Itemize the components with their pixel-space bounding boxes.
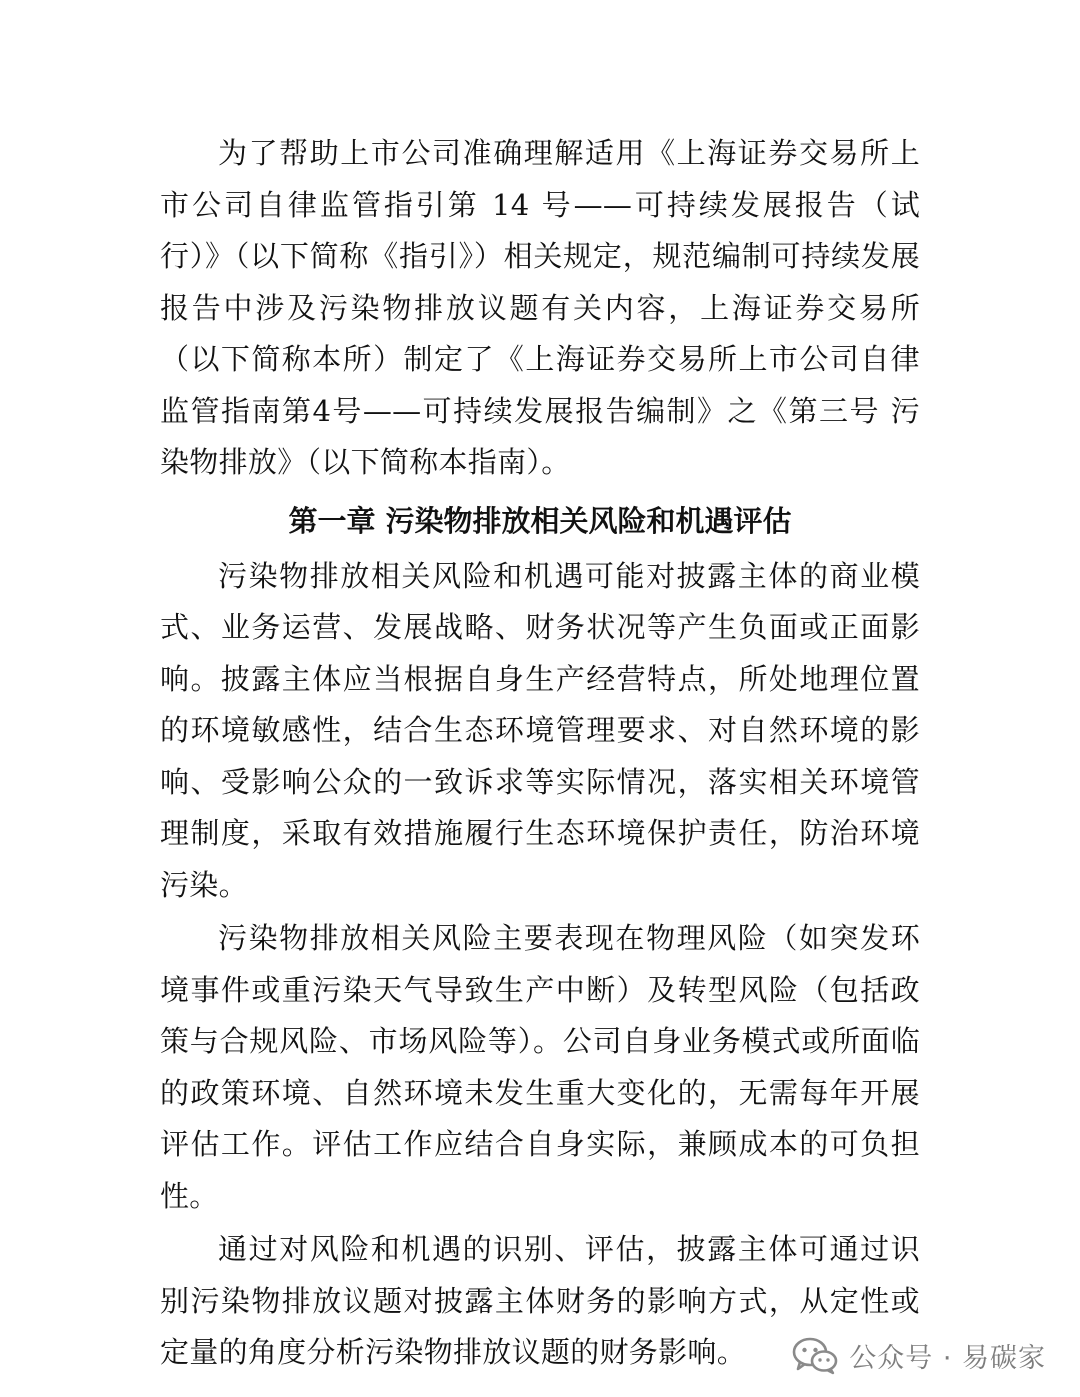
body-paragraph: 污染物排放相关风险主要表现在物理风险（如突发环境事件或重污染天气导致生产中断）及转型风险（包括政策与合规风险、市场风险等）。公司自身业务模式或所面临的政策环境、自然环境未发生重大变化的，无需每年开展评估工作。评估工作应结合自身实际，兼顾成本的可负担性。 bbox=[160, 921, 920, 1213]
document-body bbox=[160, 128, 920, 1379]
wechat-icon bbox=[791, 1335, 839, 1375]
body-paragraph: 污染物排放相关风险和机遇可能对披露主体的商业模式、业务运营、发展战略、财务状况等产生负面或正面影响。披露主体应当根据自身生产经营特点，所处地理位置的环境敏感性，结合生态环境管理要求、对自然环境的影响、受影响公众的一致诉求等实际情况，落实相关环境管理制度，采取有效措施履行生态环境保护责任，防治环境污染。 bbox=[160, 558, 920, 902]
watermark-text: 公众号 · 易碳家 bbox=[849, 1342, 1046, 1374]
body-paragraph: 通过对风险和机遇的识别、评估，披露主体可通过识别污染物排放议题对披露主体财务的影响方式，从定性或定量的角度分析污染物排放议题的财务影响。 bbox=[160, 1232, 920, 1369]
chapter-title: 第一章 污染物排放相关风险和机遇评估 bbox=[288, 503, 792, 538]
wechat-watermark bbox=[791, 1331, 1046, 1379]
intro-paragraph: 为了帮助上市公司准确理解适用《上海证券交易所上市公司自律监管指引第 14 号——可持续发展报告（试行）》（以下简称《指引》）相关规定，规范编制可持续发展报告中涉及污染物排放议题有关内容，上海证券交易所（以下简称本所）制定了《上海证券交易所上市公司自律监管指南第4号——可持续发展报告编制》之《第三号 污染物排放》（以下简称本指南）。 bbox=[160, 136, 920, 479]
